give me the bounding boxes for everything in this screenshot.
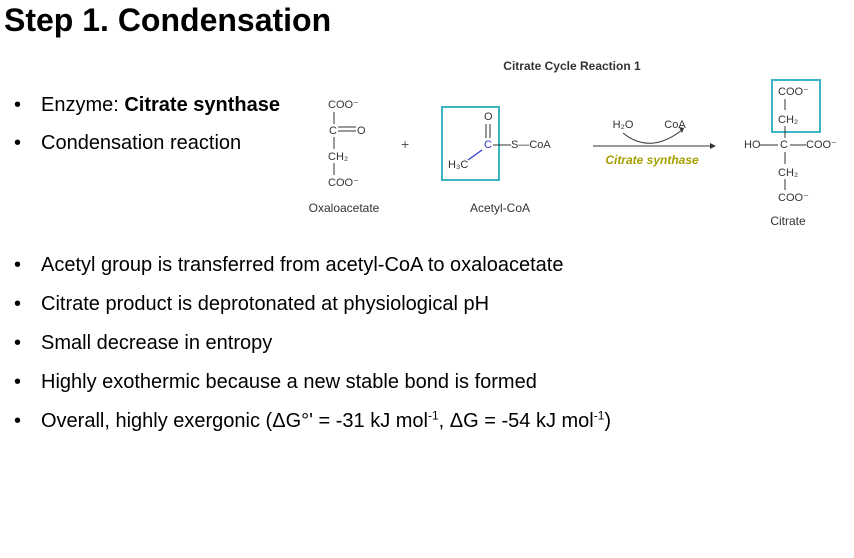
reaction-diagram	[290, 50, 850, 240]
citrate-label: Citrate	[770, 214, 806, 228]
oxaloacetate-ch2: CH₂	[328, 151, 349, 163]
acetyl-s-coa: S—CoA	[511, 139, 551, 151]
oxaloacetate-o: O	[357, 125, 366, 137]
bullet-exothermic: • Highly exothermic because a new stable bond is formed	[14, 369, 834, 395]
enzyme-prefix: Enzyme:	[41, 94, 125, 116]
reaction-arrow	[593, 127, 716, 149]
exergonic-mid: , ΔG = -54 kJ mol	[438, 410, 594, 432]
water-label: H₂O	[612, 119, 634, 131]
oxaloacetate-coo-top: COO⁻	[328, 99, 359, 111]
bullet-enzyme	[14, 92, 284, 118]
bottom-bullet-list	[14, 252, 834, 447]
acetyl-o: O	[484, 111, 493, 123]
exergonic-sup-2: -1	[593, 408, 605, 423]
citrate-structure	[744, 86, 837, 204]
coa-released-label: CoA	[664, 119, 686, 131]
citrate-ch2-top: CH₂	[778, 114, 799, 126]
citrate-c: C	[780, 139, 788, 151]
bullet-acetyl-transfer: • Acetyl group is transferred from acetyl-CoA to oxaloacetate	[14, 252, 834, 278]
oxaloacetate-coo-bottom: COO⁻	[328, 177, 359, 189]
citrate-ho: HO	[744, 139, 761, 151]
enzyme-label: Citrate synthase	[605, 153, 699, 167]
acetyl-c: C	[484, 139, 492, 151]
acetyl-ch3: H₃C	[448, 159, 469, 171]
citrate-coo-right: COO⁻	[806, 139, 837, 151]
bullet-deprotonated: • Citrate product is deprotonated at physiological pH	[14, 291, 834, 317]
page-title: Step 1. Condensation	[4, 2, 332, 38]
citrate-coo-bottom: COO⁻	[778, 192, 809, 204]
oxaloacetate-c: C	[329, 125, 337, 137]
exergonic-suffix: )	[604, 410, 612, 432]
reaction-title: Citrate Cycle Reaction 1	[503, 59, 641, 73]
exergonic-prefix: Overall, highly exergonic (ΔG°' = -31 kJ mol	[41, 410, 428, 432]
oxaloacetate-structure	[328, 99, 366, 189]
citrate-coo-top: COO⁻	[778, 86, 809, 98]
acetylcoa-label: Acetyl-CoA	[469, 201, 531, 215]
bullet-reaction-type: • Condensation reaction	[14, 130, 284, 156]
reaction-svg	[290, 50, 850, 240]
enzyme-name: Citrate synthase	[124, 94, 280, 116]
citrate-ch2-bottom: CH₂	[778, 167, 799, 179]
oxaloacetate-label: Oxaloacetate	[308, 201, 380, 215]
top-bullet-list	[14, 92, 284, 168]
bullet-entropy: • Small decrease in entropy	[14, 330, 834, 356]
plus-sign: +	[401, 136, 410, 152]
bullet-exergonic	[14, 408, 834, 434]
exergonic-sup-1: -1	[427, 408, 439, 423]
